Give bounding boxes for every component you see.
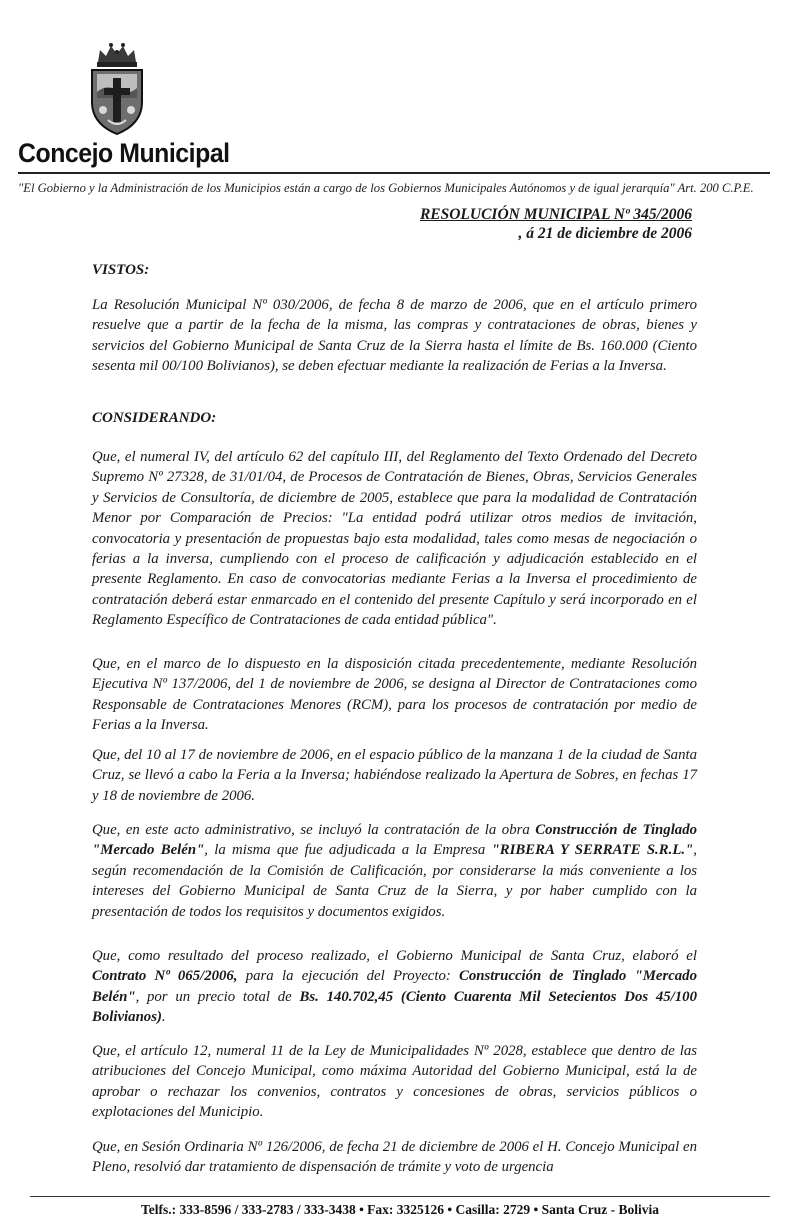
p5-text-e: , por un precio total de: [135, 988, 300, 1005]
p4-text-a: Que, en este acto administrativo, se incluyó la contratación de la obra: [92, 822, 536, 838]
constitution-motto: "El Gobierno y la Administración de los Municipios están a cargo de los Gobiernos Municipales Autónomos y de igual jerarquía" Art. 200 C.P.E.: [18, 181, 754, 195]
resolution-title: RESOLUCIÓN MUNICIPAL Nº 345/2006: [419, 206, 692, 223]
p4-company-name: "RIBERA Y SERRATE S.R.L.": [491, 842, 694, 859]
p5-text-g: .: [161, 1009, 166, 1026]
p4-text-e: , según recomendación de la Comisión de Calificación, por considerarse la más conveniente a los intereses del Gobierno Municipal de Santa Cruz de la Sierra, y por haber cumplido con la presentación de todos los requisitos y documentos exigidos.: [92, 842, 697, 920]
considerando-paragraph-3: Que, del 10 al 17 de noviembre de 2006, en el espacio público de la manzana 1 de la ciudad de Santa Cruz, se llevó a cabo la Feria a la Inversa; habiéndose realizado la Apertura de Sobres, en fechas 17 y 18 de noviembre de 2006.: [92, 747, 697, 804]
considerando-paragraph-7: Que, en Sesión Ordinaria Nº 126/2006, de fecha 21 de diciembre de 2006 el H. Concejo Municipal en Pleno, resolvió dar tratamiento de dispensación de trámite y voto de urgencia: [92, 1139, 697, 1176]
organization-name: Concejo Municipal: [18, 138, 230, 168]
coat-of-arms-logo: [86, 40, 148, 136]
considerando-paragraph-1: Que, el numeral IV, del artículo 62 del capítulo III, del Reglamento del Texto Ordenado del Decreto Supremo Nº 27328, de 31/01/04, de Procesos de Contratación de Bienes, Obras, Servicios Generales y Servicios de Consultoría, de diciembre de 2005, establece que para la modalidad de Contratación Menor por Comparación de Precios: "La entidad podrá utilizar otros medios de invitación, convocatoria y presentación de propuestas bajo esta modalidad, tales como mesas de negociación o ferias a la inversa, cumpliendo con el proceso de calificación y adjudicación establecido en el presente Reglamento. En caso de convocatorias mediante Ferias a la Inversa el procedimiento de contratación deberá estar enmarcado en el contenido del presente Capítulo y será incorporado en el Reglamento Específico de Contrataciones de cada entidad pública".: [92, 449, 697, 629]
resolution-date: , á 21 de diciembre de 2006: [518, 225, 692, 242]
considerando-paragraph-6: Que, el artículo 12, numeral 11 de la Ley de Municipalidades Nº 2028, establece que dentro de las atribuciones del Concejo Municipal, como máxima Autoridad del Gobierno Municipal, está la de aprobar o rechazar los convenios, contratos y concesiones de obras, servicios públicos o explotaciones del Municipio.: [92, 1043, 697, 1121]
vistos-paragraph: La Resolución Municipal Nº 030/2006, de fecha 8 de marzo de 2006, que en el artículo primero resuelve que a partir de la fecha de la misma, las compras y contrataciones de obras, bienes y servicios del Gobierno Municipal de Santa Cruz de la Sierra hasta el límite de Bs. 160.000 (Ciento sesenta mil 00/100 Bolivianos), se deben efectuar mediante la realización de Ferias a la Inversa.: [92, 297, 697, 375]
considerando-paragraph-5: [92, 946, 697, 1028]
header-divider: [18, 172, 770, 174]
vistos-heading: VISTOS:: [92, 262, 150, 278]
p5-text-c: para la ejecución del Proyecto:: [237, 968, 460, 985]
considerando-heading: CONSIDERANDO:: [92, 410, 217, 426]
p5-total-price: Bs. 140.702,45 (Ciento Cuarenta Mil Setecientos Dos 45/100 Bolivianos): [92, 988, 697, 1026]
p5-text-a: Que, como resultado del proceso realizado, el Gobierno Municipal de Santa Cruz, elaboró el: [92, 948, 697, 964]
p5-contract-number: Contrato Nº 065/2006,: [92, 968, 238, 985]
p4-text-c: , la misma que fue adjudicada a la Empresa: [204, 842, 492, 859]
footer-contact-info: Telfs.: 333-8596 / 333-2783 / 333-3438 • Fax: 3325126 • Casilla: 2729 • Santa Cruz - Bolivia: [140, 1202, 660, 1217]
p5-project-name: Construcción de Tinglado "Mercado Belén": [92, 968, 697, 1005]
considerando-paragraph-4: [92, 820, 697, 922]
footer-divider: [30, 1196, 770, 1197]
considerando-paragraph-2: Que, en el marco de lo dispuesto en la disposición citada precedentemente, mediante Resolución Ejecutiva Nº 137/2006, del 1 de noviembre de 2006, se designa al Director de Contrataciones como Responsable de Contrataciones Menores (RCM), para los procesos de contratación por medio de Ferias a la Inversa.: [92, 656, 697, 734]
p4-project-name: Construcción de Tinglado "Mercado Belén": [92, 822, 697, 859]
